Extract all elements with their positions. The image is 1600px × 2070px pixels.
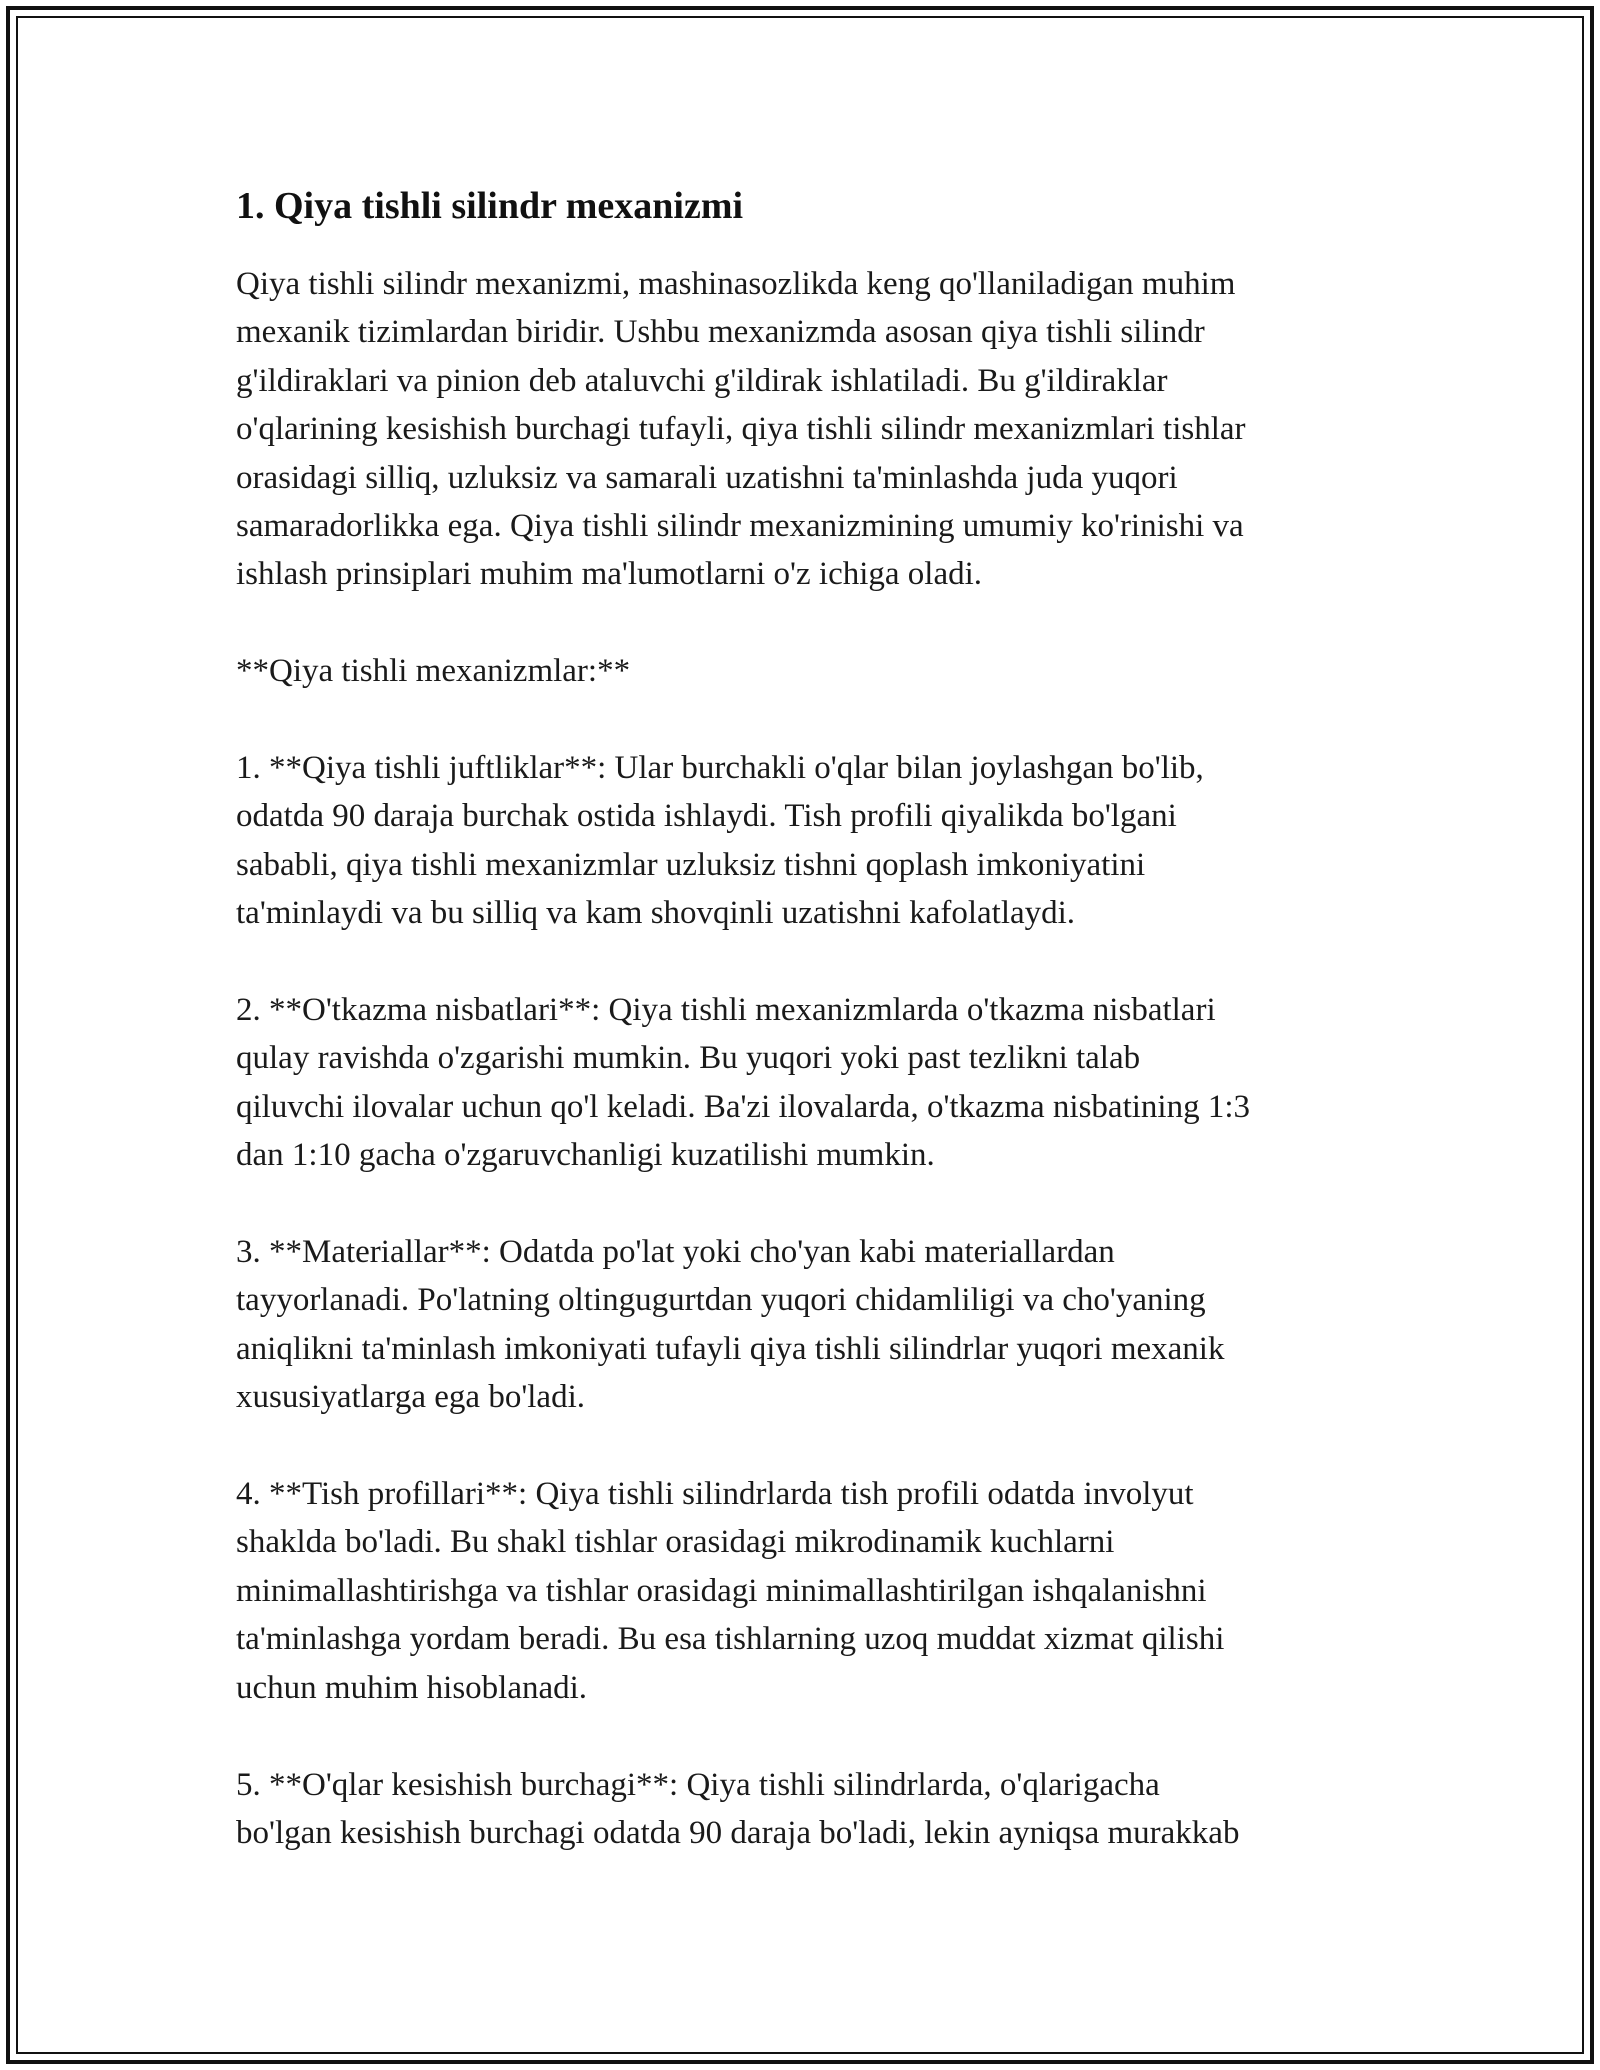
- text-line: tayyorlanadi. Po'latning oltingugurtdan yuqori chidamliligi va cho'yaning: [236, 1282, 1206, 1319]
- text-line: qiluvchi ilovalar uchun qo'l keladi. Ba'zi ilovalarda, o'tkazma nisbatining 1:3: [236, 1088, 1250, 1125]
- text-line: samaradorlikka ega. Qiya tishli silindr mexanizmining umumiy ko'rinishi va: [236, 508, 1244, 545]
- text-line: bo'lgan kesishish burchagi odatda 90 daraja bo'ladi, lekin ayniqsa murakkab: [236, 1814, 1240, 1851]
- text-line: ta'minlaydi va bu silliq va kam shovqinli uzatishni kafolatlaydi.: [236, 895, 1076, 932]
- list-item-5: [236, 1761, 1376, 1858]
- text-line: 1. **Qiya tishli juftliklar**: Ular burchakli o'qlar bilan joylashgan bo'lib,: [236, 750, 1204, 787]
- text-line: odatda 90 daraja burchak ostida ishlaydi. Tish profili qiyalikda bo'lgani: [236, 798, 1177, 835]
- document-body: [236, 182, 1376, 1857]
- intro-paragraph: [236, 260, 1376, 599]
- paragraph-gap: [236, 1712, 1376, 1760]
- paragraph-gap: [236, 938, 1376, 986]
- list-item-4: [236, 1470, 1376, 1712]
- text-line: aniqlikni ta'minlash imkoniyati tufayli qiya tishli silindrlar yuqori mexanik: [236, 1330, 1225, 1367]
- text-line: 3. **Materiallar**: Odatda po'lat yoki cho'yan kabi materiallardan: [236, 1234, 1115, 1271]
- text-line: o'qlarining kesishish burchagi tufayli, qiya tishli silindr mexanizmlari tishlar: [236, 411, 1246, 448]
- text-line: xususiyatlarga ega bo'ladi.: [236, 1379, 585, 1416]
- text-line: 5. **O'qlar kesishish burchagi**: Qiya tishli silindrlarda, o'qlarigacha: [236, 1766, 1160, 1803]
- text-line: g'ildiraklari va pinion deb ataluvchi g'ildirak ishlatiladi. Bu g'ildiraklar: [236, 362, 1168, 399]
- text-line: minimallashtirishga va tishlar orasidagi minimallashtirilgan ishqalanishni: [236, 1572, 1207, 1609]
- text-line: mexanik tizimlardan biridir. Ushbu mexanizmda asosan qiya tishli silindr: [236, 314, 1205, 351]
- text-line: ishlash prinsiplari muhim ma'lumotlarni o'z ichiga oladi.: [236, 556, 983, 593]
- text-line: Qiya tishli silindr mexanizmi, mashinasozlikda keng qo'llaniladigan muhim: [236, 266, 1236, 302]
- list-item-2: [236, 986, 1376, 1180]
- text-line: qulay ravishda o'zgarishi mumkin. Bu yuqori yoki past tezlikni talab: [236, 1040, 1141, 1077]
- text-line: 4. **Tish profillari**: Qiya tishli silindrlarda tish profili odatda involyut: [236, 1476, 1194, 1513]
- paragraph-gap: [236, 1422, 1376, 1470]
- list-item-3: [236, 1228, 1376, 1422]
- text-line: 2. **O'tkazma nisbatlari**: Qiya tishli mexanizmlarda o'tkazma nisbatlari: [236, 992, 1216, 1029]
- paragraph-gap: [236, 1180, 1376, 1228]
- text-line: orasidagi silliq, uzluksiz va samarali uzatishni ta'minlashda juda yuqori: [236, 459, 1178, 496]
- text-line: ta'minlashga yordam beradi. Bu esa tishlarning uzoq muddat xizmat qilishi: [236, 1621, 1225, 1658]
- text-line: **Qiya tishli mexanizmlar:**: [236, 653, 631, 690]
- text-line: dan 1:10 gacha o'zgaruvchanligi kuzatilishi mumkin.: [236, 1137, 935, 1174]
- text-line: shaklda bo'ladi. Bu shakl tishlar orasidagi mikrodinamik kuchlarni: [236, 1524, 1115, 1561]
- list-item-1: [236, 744, 1376, 938]
- section-heading: 1. Qiya tishli silindr mexanizmi: [236, 185, 744, 227]
- paragraph-gap: [236, 599, 1376, 647]
- list-title-paragraph: [236, 647, 1376, 695]
- paragraph-gap: [236, 696, 1376, 744]
- text-line: sababli, qiya tishli mexanizmlar uzluksiz tishni qoplash imkoniyatini: [236, 846, 1146, 883]
- text-line: uchun muhim hisoblanadi.: [236, 1669, 588, 1706]
